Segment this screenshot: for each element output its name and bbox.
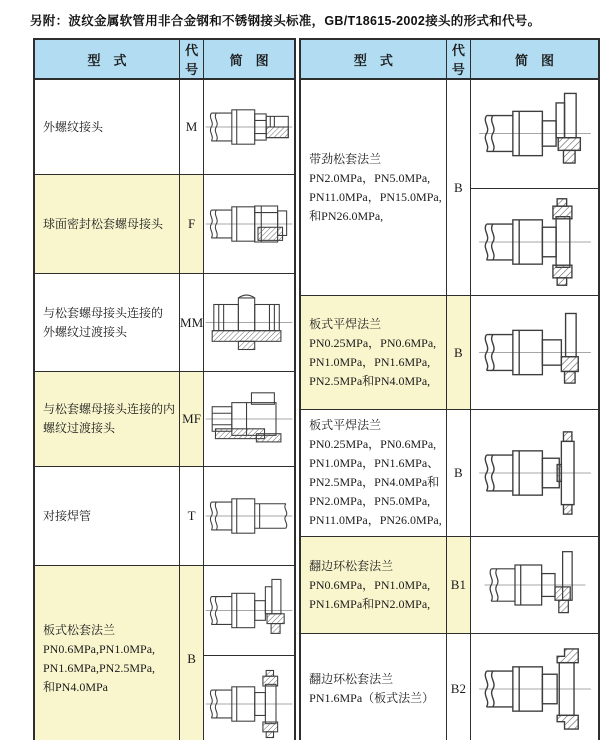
type-cell — [300, 537, 446, 634]
type-line: PN2.0MPa，PN5.0MPa, — [309, 170, 431, 185]
diagram-cell — [204, 566, 296, 656]
type-line: PN0.6MPa，PN1.0MPa, — [309, 577, 431, 592]
column-header-type: 型 式 — [34, 39, 180, 79]
fitting-diagram-flange-b2 — [477, 642, 593, 736]
type-cell — [34, 566, 180, 740]
fitting-diagram-flange-collar — [204, 663, 294, 740]
diagram-cell — [471, 296, 599, 410]
table-row — [300, 296, 599, 410]
header-row — [300, 39, 599, 79]
diagram-cell — [471, 188, 599, 295]
diagram-cell — [204, 467, 296, 566]
diagram-cell — [204, 372, 296, 467]
type-cell — [300, 410, 446, 537]
fitting-diagram-flange-collar — [477, 195, 593, 289]
type-line: 带劲松套法兰 — [309, 151, 382, 166]
type-line: 螺纹过渡接头 — [43, 421, 116, 435]
fitting-diagram-mm-nipple — [204, 282, 294, 363]
tables-container — [33, 38, 600, 740]
fitting-diagram-flange-up — [477, 86, 593, 181]
type-cell — [300, 296, 446, 410]
type-line: 对接焊管 — [43, 508, 92, 523]
fitting-diagram-sphere-nut — [204, 183, 294, 265]
diagram-cell — [204, 79, 296, 175]
type-line: 与松套螺母接头连接的 — [43, 305, 164, 320]
header-row — [34, 39, 295, 79]
diagram-cell — [471, 634, 599, 740]
code-cell: B1 — [446, 537, 470, 634]
type-line: PN11.0MPa，PN15.0MPa, — [309, 189, 442, 204]
fitting-diagram-mf-union — [204, 380, 294, 458]
fitting-diagram-flange-b1 — [477, 545, 593, 625]
diagram-cell — [204, 274, 296, 372]
diagram-cell — [204, 175, 296, 274]
type-line: 板式平焊法兰 — [309, 418, 382, 432]
type-line: PN1.6MPa和PN2.0MPa, — [309, 596, 431, 611]
column-header-diagram: 简 图 — [204, 39, 296, 79]
type-cell — [34, 175, 180, 274]
type-line: 板式平焊法兰 — [309, 316, 382, 331]
table-row — [300, 79, 599, 188]
code-cell: B — [446, 296, 470, 410]
page-title: 另附：波纹金属软管用非合金钢和不锈钢接头标准，GB/T18615-2002接头的形式和代号。 — [30, 14, 541, 28]
type-line: PN0.25MPa，PN0.6MPa, — [309, 335, 437, 350]
table-row — [34, 79, 295, 175]
code-cell: MM — [180, 274, 204, 372]
diagram-cell — [471, 410, 599, 537]
type-line: PN1.6MPa（板式法兰） — [309, 691, 435, 705]
type-line: 翻边环松套法兰 — [309, 558, 394, 573]
type-line: PN1.6MPa,PN2.5MPa, — [43, 660, 156, 675]
type-cell — [300, 634, 446, 740]
code-cell: B2 — [446, 634, 470, 740]
type-line: 外螺纹过渡接头 — [43, 324, 128, 339]
type-line: 翻边环松套法兰 — [309, 672, 394, 686]
type-line: PN11.0MPa，PN26.0MPa, — [309, 513, 442, 527]
diagram-cell — [471, 537, 599, 634]
type-line: PN2.0MPa，PN5.0MPa, — [309, 494, 431, 508]
type-line: 外螺纹接头 — [43, 119, 104, 134]
table-row — [34, 467, 295, 566]
diagram-cell — [471, 79, 599, 188]
fitting-diagram-butt-weld — [204, 475, 294, 557]
table-row — [34, 274, 295, 372]
table-row — [34, 175, 295, 274]
type-line: PN0.25MPa，PN0.6MPa, — [309, 437, 437, 451]
type-line: 板式松套法兰 — [43, 622, 116, 637]
column-header-code: 代号 — [446, 39, 470, 79]
type-line: 和PN4.0MPa — [43, 679, 109, 694]
code-cell: B — [180, 566, 204, 740]
code-cell: MF — [180, 372, 204, 467]
column-header-type: 型 式 — [300, 39, 446, 79]
type-line: 和PN26.0MPa, — [309, 208, 384, 223]
code-cell: M — [180, 79, 204, 175]
type-cell — [300, 79, 446, 296]
code-cell: T — [180, 467, 204, 566]
left-fittings-table — [33, 38, 296, 740]
right-fittings-table — [299, 38, 600, 740]
diagram-cell — [204, 656, 296, 740]
type-line: 与松套螺母接头连接的内 — [43, 402, 176, 416]
table-row — [300, 410, 599, 537]
fitting-diagram-flange-weld — [477, 418, 593, 528]
type-line: PN0.6MPa,PN1.0MPa, — [43, 641, 156, 656]
type-line: PN1.0MPa，PN1.6MPa, — [309, 354, 431, 369]
fitting-diagram-male-thread — [204, 88, 294, 166]
table-row — [34, 566, 295, 656]
type-line: PN1.0MPa，PN1.6MPa、 — [309, 456, 440, 470]
code-cell: B — [446, 410, 470, 537]
code-cell: F — [180, 175, 204, 274]
type-line: PN2.5MPa，PN4.0MPa和 — [309, 475, 440, 489]
type-cell — [34, 467, 180, 566]
table-row — [300, 537, 599, 634]
type-cell — [34, 79, 180, 175]
table-row — [300, 634, 599, 740]
fitting-diagram-flange-up — [204, 572, 294, 649]
table-row — [34, 372, 295, 467]
fitting-diagram-flange-plate — [477, 304, 593, 401]
column-header-code: 代号 — [180, 39, 204, 79]
type-cell — [34, 372, 180, 467]
code-cell: B — [446, 79, 470, 296]
type-cell — [34, 274, 180, 372]
type-line: PN2.5MPa和PN4.0MPa, — [309, 373, 431, 388]
type-line: 球面密封松套螺母接头 — [43, 216, 164, 231]
column-header-diagram: 简 图 — [471, 39, 599, 79]
